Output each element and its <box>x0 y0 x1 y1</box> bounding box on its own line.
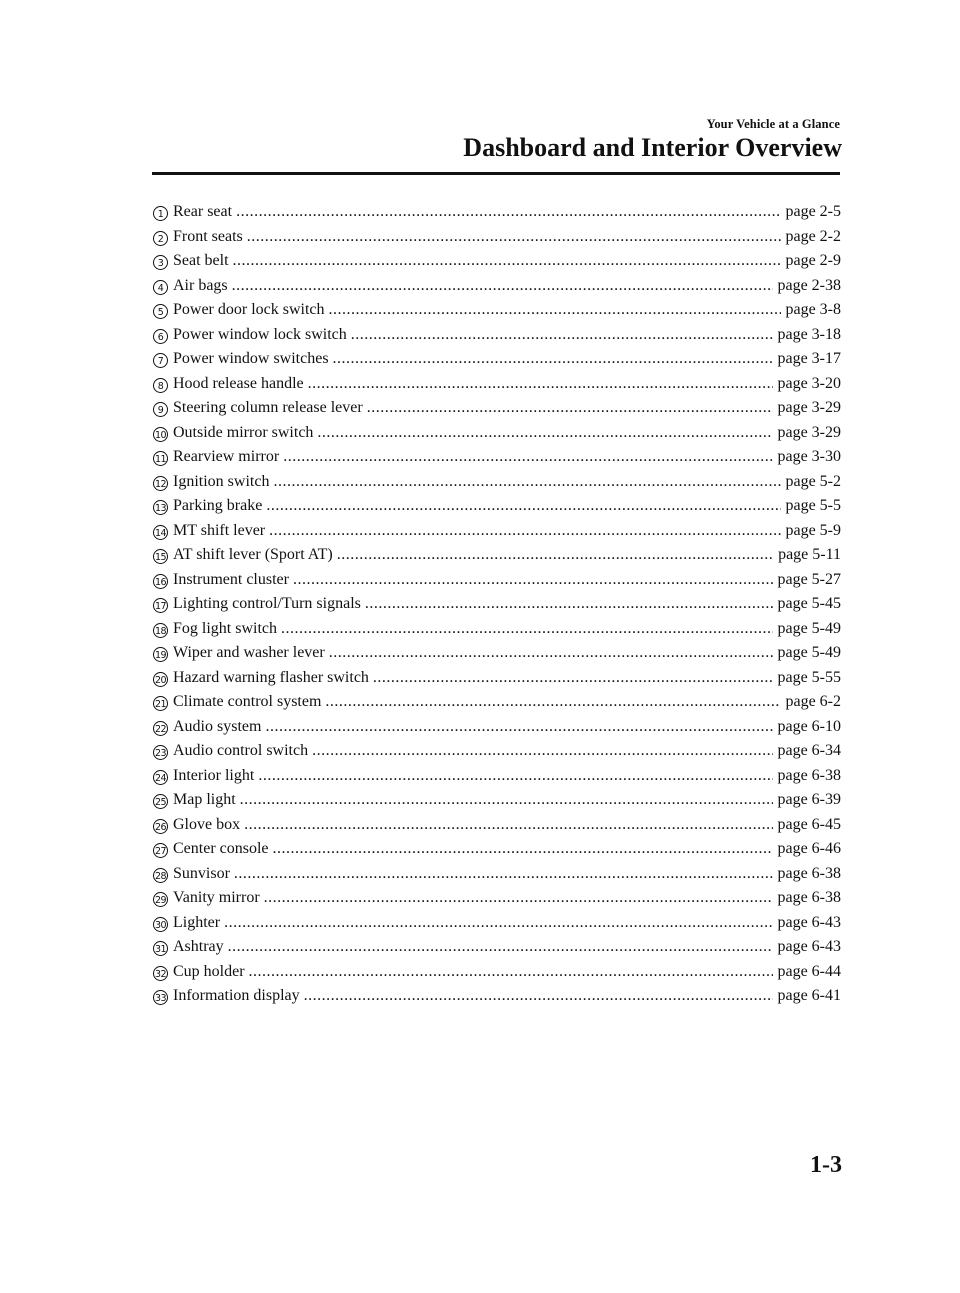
header-rule <box>152 172 840 175</box>
toc-entry-label: Lighting control/Turn signals <box>173 595 361 612</box>
toc-entry-page: page 5-2 <box>785 472 841 490</box>
toc-entry <box>153 473 841 498</box>
toc-entry <box>153 203 841 228</box>
toc-entry <box>153 497 841 522</box>
toc-entry <box>153 350 841 375</box>
toc-entry <box>153 791 841 816</box>
toc-entry-label: Interior light <box>173 766 255 784</box>
toc-entry-label: Power window lock switch <box>173 325 347 343</box>
callout-number: 11 <box>153 451 168 466</box>
toc-entry-label: Parking brake <box>173 497 263 514</box>
dot-leader <box>351 326 774 344</box>
toc-entry <box>153 963 841 988</box>
toc-entry <box>153 718 841 743</box>
dot-leader <box>265 718 773 736</box>
dot-leader <box>308 375 774 393</box>
toc-entry <box>153 620 841 645</box>
dot-leader <box>365 595 774 613</box>
toc-entry-page: page 6-34 <box>777 742 841 759</box>
toc-entry-page: page 6-43 <box>777 938 841 955</box>
dot-leader <box>329 301 782 319</box>
dot-leader <box>293 571 774 589</box>
toc-entry-label: Cup holder <box>173 962 245 980</box>
callout-number: 16 <box>153 574 168 589</box>
toc-entry-label: Hazard warning flasher switch <box>173 668 369 686</box>
callout-number: 2 <box>153 231 168 246</box>
toc-entry-page: page 5-45 <box>777 595 841 612</box>
callout-number: 10 <box>153 427 168 442</box>
toc-entry-page: page 5-55 <box>777 668 841 686</box>
dot-leader <box>273 840 774 858</box>
callout-number: 14 <box>153 525 168 540</box>
dot-leader <box>312 742 773 760</box>
toc-entry <box>153 669 841 694</box>
toc-entry-page: page 3-18 <box>777 325 841 343</box>
toc-entry <box>153 840 841 865</box>
toc-entry-label: Rear seat <box>173 203 233 220</box>
callout-number: 22 <box>153 721 168 736</box>
toc-entry-page: page 6-45 <box>777 815 841 833</box>
dot-leader <box>304 987 774 1005</box>
toc-entry-label: Rearview mirror <box>173 448 280 465</box>
toc-entry-page: page 5-27 <box>777 570 841 588</box>
callout-number: 27 <box>153 843 168 858</box>
toc-entry <box>153 546 841 571</box>
callout-number: 20 <box>153 672 168 687</box>
toc-entry-label: Power door lock switch <box>173 301 325 318</box>
callout-number: 32 <box>153 966 168 981</box>
dot-leader <box>273 473 781 491</box>
toc-entry-page: page 6-2 <box>785 693 841 710</box>
callout-number: 18 <box>153 623 168 638</box>
dot-leader <box>224 914 773 932</box>
dot-leader <box>317 424 773 442</box>
toc-entry <box>153 693 841 718</box>
toc-entry-page: page 3-29 <box>777 399 841 416</box>
toc-entry-label: Air bags <box>173 276 228 294</box>
toc-entry-label: Fog light switch <box>173 619 278 637</box>
callout-number: 31 <box>153 941 168 956</box>
toc-entry-page: page 6-46 <box>777 840 841 857</box>
toc-entry-label: Hood release handle <box>173 374 304 392</box>
toc-entry-label: Lighter <box>173 913 221 931</box>
toc-entry <box>153 914 841 939</box>
toc-entry-page: page 6-39 <box>777 791 841 808</box>
dot-leader <box>329 644 774 662</box>
toc-entry-label: Ignition switch <box>173 472 270 490</box>
toc-entry <box>153 326 841 351</box>
callout-number: 21 <box>153 696 168 711</box>
callout-number: 19 <box>153 647 168 662</box>
toc-entry-page: page 6-43 <box>777 913 841 931</box>
toc-entry <box>153 767 841 792</box>
dot-leader <box>236 203 781 221</box>
toc-entry-label: Ashtray <box>173 938 224 955</box>
dot-leader <box>373 669 774 687</box>
toc-entry-label: Vanity mirror <box>173 889 260 906</box>
dot-leader <box>266 497 781 515</box>
toc-entry-page: page 5-9 <box>785 521 841 539</box>
toc-entry <box>153 301 841 326</box>
dot-leader <box>249 963 774 981</box>
toc-entry <box>153 252 841 277</box>
toc-entry <box>153 816 841 841</box>
toc-entry-page: page 5-49 <box>777 644 841 661</box>
dot-leader <box>258 767 773 785</box>
callout-number: 26 <box>153 819 168 834</box>
callout-number: 25 <box>153 794 168 809</box>
toc-entry-label: Instrument cluster <box>173 570 289 588</box>
toc-entry-label: Climate control system <box>173 693 322 710</box>
toc-entry <box>153 424 841 449</box>
dot-leader <box>283 448 773 466</box>
dot-leader <box>367 399 774 417</box>
toc-entry-page: page 5-5 <box>785 497 841 514</box>
callout-number: 7 <box>153 353 168 368</box>
callout-number: 6 <box>153 329 168 344</box>
toc-list <box>153 203 841 1012</box>
callout-number: 5 <box>153 304 168 319</box>
toc-entry <box>153 571 841 596</box>
toc-entry-label: Wiper and washer lever <box>173 644 325 661</box>
toc-entry <box>153 865 841 890</box>
toc-entry-label: Seat belt <box>173 252 229 269</box>
dot-leader <box>240 791 774 809</box>
toc-entry <box>153 228 841 253</box>
toc-entry-page: page 2-9 <box>785 252 841 269</box>
callout-number: 1 <box>153 206 168 221</box>
toc-entry-page: page 3-30 <box>777 448 841 465</box>
toc-entry-page: page 6-41 <box>777 987 841 1004</box>
toc-entry-label: Center console <box>173 840 269 857</box>
toc-entry-page: page 2-5 <box>785 203 841 220</box>
dot-leader <box>234 865 774 883</box>
toc-entry-page: page 6-38 <box>777 889 841 906</box>
toc-entry <box>153 277 841 302</box>
toc-entry-page: page 2-38 <box>777 276 841 294</box>
callout-number: 4 <box>153 280 168 295</box>
toc-entry <box>153 399 841 424</box>
toc-entry-label: Audio control switch <box>173 742 309 759</box>
callout-number: 17 <box>153 598 168 613</box>
callout-number: 23 <box>153 745 168 760</box>
callout-number: 24 <box>153 770 168 785</box>
callout-number: 30 <box>153 917 168 932</box>
toc-entry-page: page 6-10 <box>777 717 841 735</box>
toc-entry-page: page 3-29 <box>777 423 841 441</box>
callout-number: 13 <box>153 500 168 515</box>
callout-number: 8 <box>153 378 168 393</box>
toc-entry <box>153 522 841 547</box>
dot-leader <box>228 938 774 956</box>
toc-entry-label: AT shift lever (Sport AT) <box>173 546 333 563</box>
toc-entry-label: Front seats <box>173 227 243 245</box>
toc-entry-label: Map light <box>173 791 236 808</box>
dot-leader <box>281 620 773 638</box>
callout-number: 3 <box>153 255 168 270</box>
page-title: Dashboard and Interior Overview <box>463 133 842 162</box>
dot-leader <box>232 277 774 295</box>
callout-number: 29 <box>153 892 168 907</box>
toc-entry-page: page 3-8 <box>785 301 841 318</box>
toc-entry-label: Glove box <box>173 815 241 833</box>
toc-entry-label: Steering column release lever <box>173 399 363 416</box>
callout-number: 9 <box>153 402 168 417</box>
section-heading: Your Vehicle at a Glance <box>706 117 840 131</box>
toc-entry <box>153 448 841 473</box>
toc-entry-label: Sunvisor <box>173 864 230 882</box>
toc-entry <box>153 987 841 1012</box>
toc-entry-label: Information display <box>173 987 300 1004</box>
dot-leader <box>337 546 774 564</box>
toc-entry-label: Power window switches <box>173 350 329 367</box>
dot-leader <box>269 522 781 540</box>
toc-entry-page: page 6-38 <box>777 766 841 784</box>
callout-number: 33 <box>153 990 168 1005</box>
dot-leader <box>325 693 781 711</box>
toc-entry-label: Audio system <box>173 717 262 735</box>
toc-entry <box>153 375 841 400</box>
toc-entry <box>153 595 841 620</box>
toc-entry-page: page 3-20 <box>777 374 841 392</box>
callout-number: 15 <box>153 549 168 564</box>
toc-entry-page: page 6-38 <box>777 864 841 882</box>
toc-entry-page: page 2-2 <box>785 227 841 245</box>
dot-leader <box>264 889 774 907</box>
toc-entry-label: MT shift lever <box>173 521 266 539</box>
dot-leader <box>233 252 782 270</box>
toc-entry <box>153 644 841 669</box>
dot-leader <box>333 350 774 368</box>
dot-leader <box>244 816 773 834</box>
toc-entry <box>153 938 841 963</box>
toc-entry-page: page 6-44 <box>777 962 841 980</box>
toc-entry <box>153 742 841 767</box>
callout-number: 12 <box>153 476 168 491</box>
toc-entry-page: page 3-17 <box>777 350 841 367</box>
toc-entry-page: page 5-49 <box>777 619 841 637</box>
toc-entry <box>153 889 841 914</box>
toc-entry-label: Outside mirror switch <box>173 423 314 441</box>
toc-entry-page: page 5-11 <box>778 546 841 563</box>
callout-number: 28 <box>153 868 168 883</box>
page-number: 1-3 <box>810 1152 842 1178</box>
dot-leader <box>247 228 782 246</box>
